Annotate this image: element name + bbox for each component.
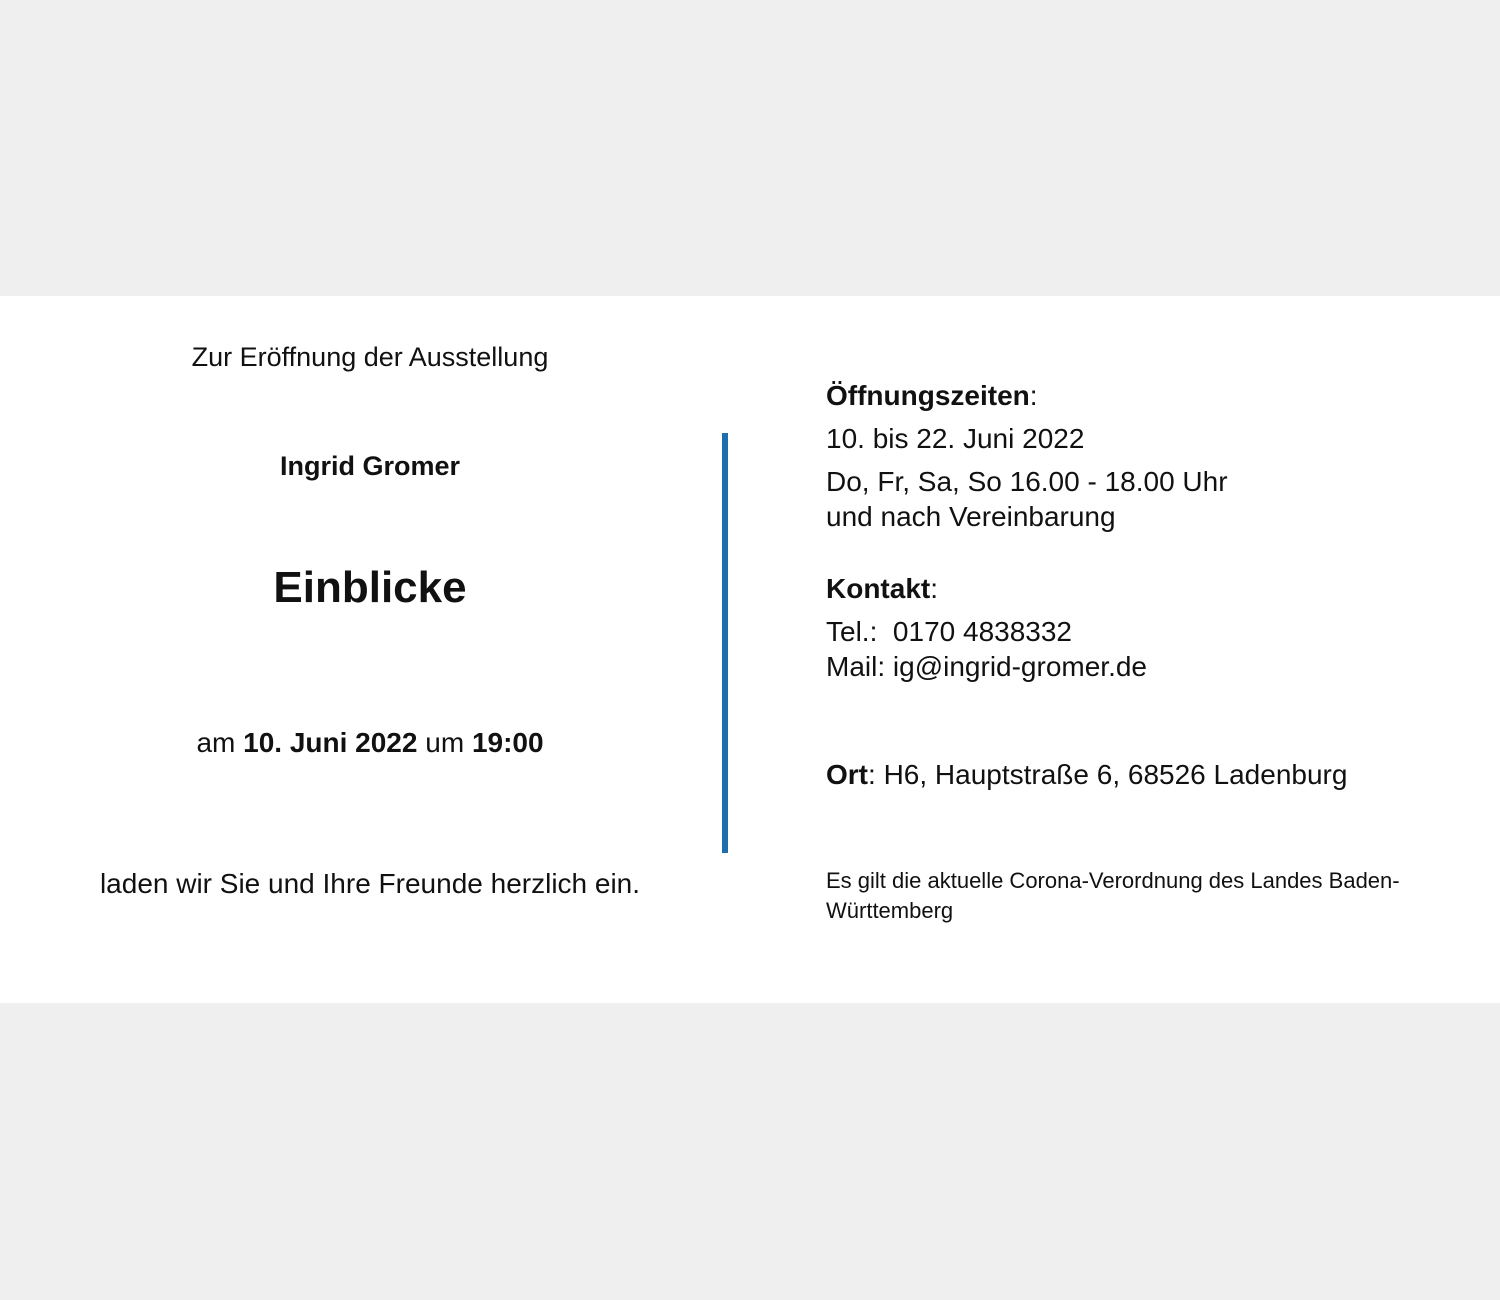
mail-address[interactable]: ig@ingrid-gromer.de [892, 651, 1147, 682]
contact-mail [826, 651, 1147, 683]
vertical-divider [722, 433, 728, 853]
hours-dates: 10. bis 22. Juni 2022 [826, 423, 1085, 454]
location-address: H6, Hauptstraße 6, 68526 Ladenburg [883, 759, 1348, 790]
hours-note: und nach Vereinbarung [826, 501, 1116, 532]
mail-label: Mail: [826, 651, 886, 682]
exhibition-title: Einblicke [273, 563, 467, 612]
invitation-card [0, 296, 1500, 1003]
hours-heading-label: Öffnungszeiten [826, 380, 1030, 411]
phone-number: 0170 4838332 [892, 616, 1072, 647]
time-prefix: um [425, 727, 465, 758]
invitation-closing: laden wir Sie und Ihre Freunde herzlich ein. [99, 868, 641, 899]
location-label: Ort [826, 759, 868, 790]
opening-date: 10. Juni 2022 [243, 727, 418, 758]
contact-heading: Kontakt: [826, 573, 939, 604]
hours-days: Do, Fr, Sa, So 16.00 - 18.00 Uhr [826, 466, 1228, 497]
invitation-left-column [0, 296, 740, 1003]
location-line: Ort: H6, Hauptstraße 6, 68526 Ladenburg [826, 759, 1348, 790]
date-prefix: am [196, 727, 236, 758]
contact-heading-label: Kontakt [826, 573, 931, 604]
artist-name: Ingrid Gromer [279, 451, 461, 481]
info-right-column [826, 296, 1466, 1003]
contact-phone [826, 616, 1072, 648]
intro-text: Zur Eröffnung der Ausstellung [191, 342, 549, 372]
opening-time: 19:00 [471, 727, 544, 758]
phone-label: Tel.: [826, 616, 878, 647]
hours-heading: Öffnungszeiten: [826, 380, 1038, 411]
corona-notice: Es gilt die aktuelle Corona-Verordnung des Landes Baden-Württemberg [826, 868, 1400, 923]
opening-date-line [0, 727, 740, 759]
